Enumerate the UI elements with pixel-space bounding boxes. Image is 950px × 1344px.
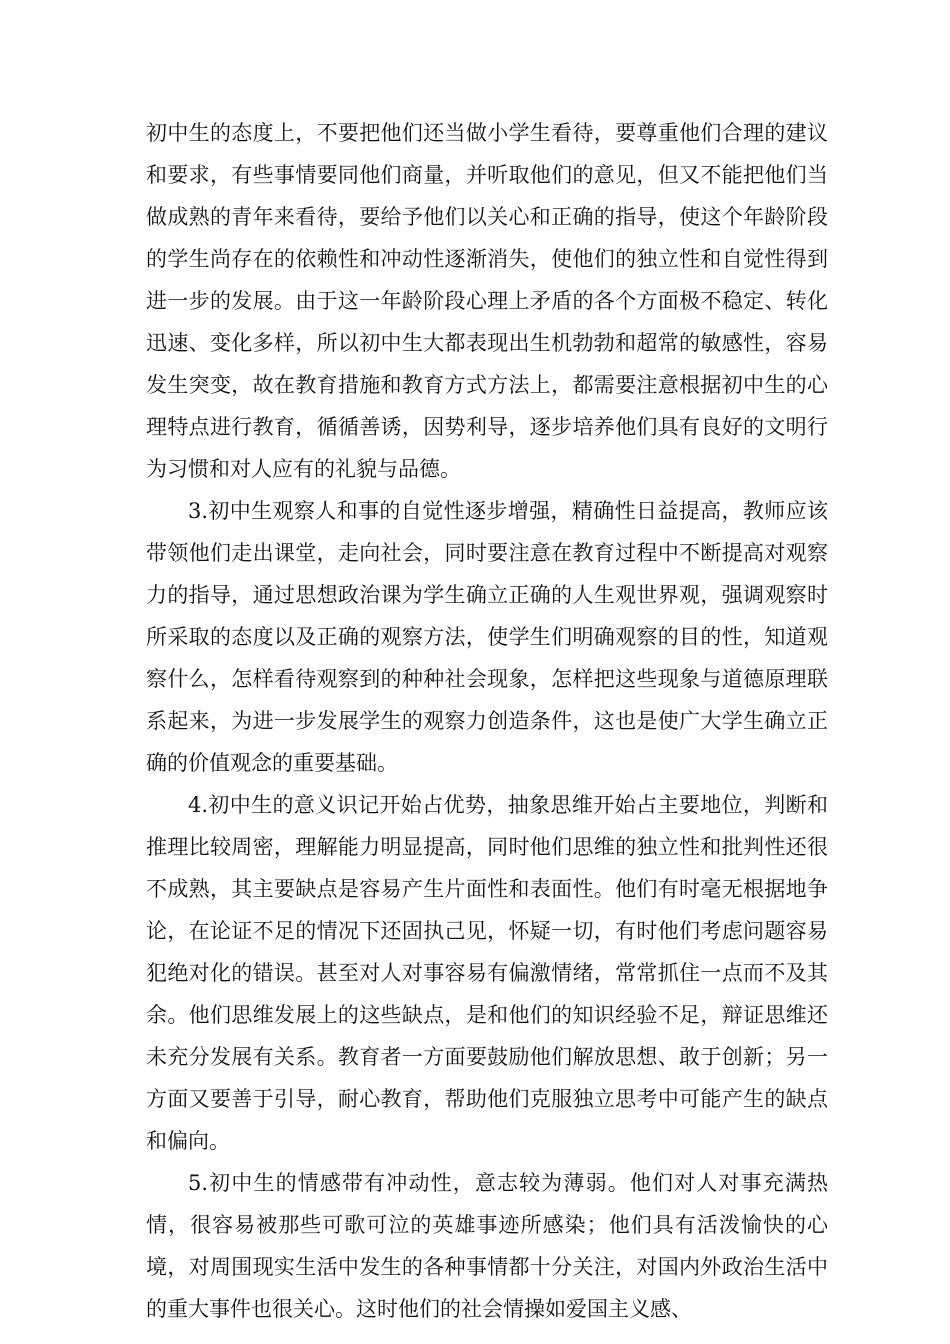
paragraph-item-3: 3.初中生观察人和事的自觉性逐步增强，精确性日益提高，教师应该带领他们走出课堂，走向社会，同时要注意在教育过程中不断提高对观察力的指导，通过思想政治课为学生确立正确的人生观世界观，强调观察时所采取的态度以及正确的观察方法，使学生们明确观察的目的性，知道观察什么，怎样看待观察到的种种社会现象，怎样把这些现象与道德原理联系起来，为进一步发展学生的观察力创造条件，这也是使广大学生确立正确的价值观念的重要基础。: [146, 499, 828, 775]
paragraph-item-5: 5.初中生的情感带有冲动性，意志较为薄弱。他们对人对事充满热情，很容易被那些可歌可泣的英雄事迹所感染；他们具有活泼愉快的心境，对周围现实生活中发生的各种事情都十分关注，对国内外政治生活中的重大事件也很关心。这时他们的社会情操如爱国主义感、: [146, 1171, 828, 1321]
paragraph-item-4: 4.初中生的意义识记开始占优势，抽象思维开始占主要地位，判断和推理比较周密，理解能力明显提高，同时他们思维的独立性和批判性还很不成熟，其主要缺点是容易产生片面性和表面性。他们有时毫无根据地争论，在论证不足的情况下还固执己见，怀疑一切，有时他们考虑问题容易犯绝对化的错误。甚至对人对事容易有偏激情绪，常常抓住一点而不及其余。他们思维发展上的这些缺点，是和他们的知识经验不足，辩证思维还未充分发展有关系。教育者一方面要鼓励他们解放思想、敢于创新；另一方面又要善于引导，耐心教育，帮助他们克服独立思考中可能产生的缺点和偏向。: [146, 793, 828, 1153]
body-text: [146, 112, 828, 1330]
paragraph-continuation: 初中生的态度上，不要把他们还当做小学生看待，要尊重他们合理的建议和要求，有些事情要同他们商量，并听取他们的意见，但又不能把他们当做成熟的青年来看待，要给予他们以关心和正确的指导，使这个年龄阶段的学生尚存在的依赖性和冲动性逐渐消失，使他们的独立性和自觉性得到进一步的发展。由于这一年龄阶段心理上矛盾的各个方面极不稳定、转化迅速、变化多样，所以初中生大都表现出生机勃勃和超常的敏感性，容易发生突变，故在教育措施和教育方式方法上，都需要注意根据初中生的心理特点进行教育，循循善诱，因势利导，逐步培养他们具有良好的文明行为习惯和对人应有的礼貌与品德。: [146, 121, 828, 481]
